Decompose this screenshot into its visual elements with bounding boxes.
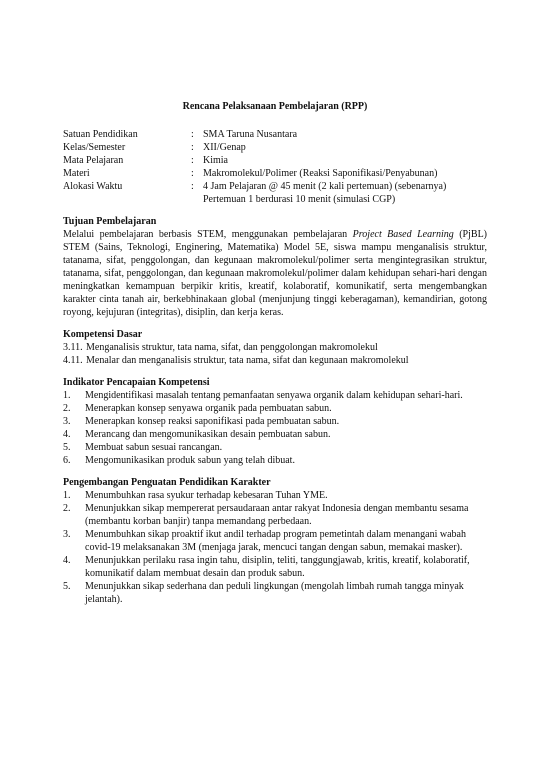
item-text: Mengomunikasikan produk sabun yang telah dibuat.	[85, 455, 295, 466]
item-number: 1.	[63, 490, 71, 501]
item-number: 5.	[63, 581, 71, 592]
item-text: Menalar dan menganalisis struktur, tata nama, sifat dan kegunaan makromolekul	[86, 355, 409, 366]
meta-label: Mata Pelajaran	[63, 155, 124, 166]
item-text: Menunjukkan perilaku rasa ingin tahu, disiplin, teliti, tanggungjawab, kritis, kreatif, kolaboratif, komunikatif dalam membuat desain dan produk sabun.	[85, 555, 470, 579]
item-text: Menunjukkan sikap mempererat persaudaraan antar rakyat Indonesia dengan membantu sesama (membantu korban banjir) tanpa memandang perbedaan.	[85, 503, 469, 527]
item-text: Mengidentifikasi masalah tentang pemanfaatan senyawa organik dalam kehidupan sehari-hari.	[85, 390, 463, 401]
meta-value: Kimia	[203, 155, 228, 166]
meta-colon: :	[191, 155, 194, 166]
item-text: Menumbuhkan sikap proaktif ikut andil terhadap program pemetintah dalam menangani wabah covid-19 melaksanakan 3M (menjaga jarak, mencuci tangan dengan sabun, memakai masker).	[85, 529, 466, 553]
section-heading-indikator: Indikator Pencapaian Kompetensi	[63, 377, 210, 388]
item-number: 2.	[63, 503, 71, 514]
tujuan-text-before: Melalui pembelajaran berbasis STEM, menggunakan pembelajaran	[63, 229, 353, 240]
item-text: Merancang dan mengomunikasikan desain pembuatan sabun.	[85, 429, 331, 440]
tujuan-text-italic: Project Based Learning	[352, 229, 454, 240]
list-item	[63, 489, 487, 502]
meta-colon: :	[191, 181, 194, 192]
item-text: Menerapkan konsep reaksi saponifikasi pada pembuatan sabun.	[85, 416, 340, 427]
meta-value: XII/Genap	[203, 142, 246, 153]
list-item	[63, 415, 487, 428]
list-item	[63, 354, 487, 367]
meta-colon: :	[191, 168, 194, 179]
document-page	[63, 100, 487, 606]
list-item	[63, 428, 487, 441]
identity-table	[63, 128, 487, 206]
list-item	[63, 528, 487, 554]
item-number: 6.	[63, 455, 71, 466]
list-item	[63, 402, 487, 415]
item-text: Menganalisis struktur, tata nama, sifat, dan penggolongan makromolekul	[86, 342, 378, 353]
document-title: Rencana Pelaksanaan Pembelajaran (RPP)	[182, 101, 368, 112]
meta-row-materi	[63, 167, 487, 180]
meta-colon: :	[191, 142, 194, 153]
meta-value: SMA Taruna Nusantara	[203, 129, 298, 140]
list-item	[63, 502, 487, 528]
meta-label: Materi	[63, 168, 90, 179]
meta-row-mapel	[63, 154, 487, 167]
list-item	[63, 554, 487, 580]
list-item	[63, 389, 487, 402]
meta-label: Alokasi Waktu	[63, 181, 123, 192]
item-number: 3.	[63, 416, 71, 427]
list-item	[63, 441, 487, 454]
item-number: 2.	[63, 403, 71, 414]
meta-label: Kelas/Semester	[63, 142, 126, 153]
section-heading-tujuan: Tujuan Pembelajaran	[63, 216, 157, 227]
item-number: 3.11.	[63, 342, 83, 353]
item-text: Menumbuhkan rasa syukur terhadap kebesaran Tuhan YME.	[85, 490, 328, 501]
meta-value: 4 Jam Pelajaran @ 45 menit (2 kali pertemuan) (sebenarnya) Pertemuan 1 berdurasi 10 menit (simulasi CGP)	[203, 181, 447, 205]
meta-value: Makromolekul/Polimer (Reaksi Saponifikasi/Penyabunan)	[203, 168, 438, 179]
list-item	[63, 580, 487, 606]
meta-colon: :	[191, 129, 194, 140]
item-number: 1.	[63, 390, 71, 401]
meta-row-satuan	[63, 128, 487, 141]
item-number: 4.	[63, 429, 71, 440]
meta-row-alokasi	[63, 180, 487, 206]
item-number: 5.	[63, 442, 71, 453]
section-heading-kompetensi: Kompetensi Dasar	[63, 329, 143, 340]
tujuan-paragraph	[63, 228, 487, 319]
item-number: 4.	[63, 555, 71, 566]
item-text: Menerapkan konsep senyawa organik pada pembuatan sabun.	[85, 403, 332, 414]
tujuan-text-after: (PjBL) STEM (Sains, Teknologi, Enginering, Matematika) Model 5E, siswa mampu menganalisis struktur, tatanama, sifat, penggolongan, dan kegunaan makromolekul/polimer serta mengintegrasikan struktur, tatanama, sifat, penggolongan, dan kegunaan makromolekul/polimer dalam kehidupan sehari-hari dengan meningkatkan kemampuan berpikir kritis, kreatif, kolaboratif, komunikatif, serta mengembangkan karakter cinta tanah air, berkebhinakaan global (menjunjung tinggi keberagaman), kemandirian, gotong royong, kejujuran (integritas), disiplin, dan kerja keras.	[63, 229, 488, 318]
meta-row-kelas	[63, 141, 487, 154]
meta-label: Satuan Pendidikan	[63, 129, 138, 140]
item-number: 3.	[63, 529, 71, 540]
section-heading-karakter: Pengembangan Penguatan Pendidikan Karakter	[63, 477, 271, 488]
list-item	[63, 341, 487, 354]
item-number: 4.11.	[63, 355, 83, 366]
list-item	[63, 454, 487, 467]
item-text: Membuat sabun sesuai rancangan.	[85, 442, 223, 453]
item-text: Menunjukkan sikap sederhana dan peduli lingkungan (mengolah limbah rumah tangga minyak jelantah).	[85, 581, 464, 605]
